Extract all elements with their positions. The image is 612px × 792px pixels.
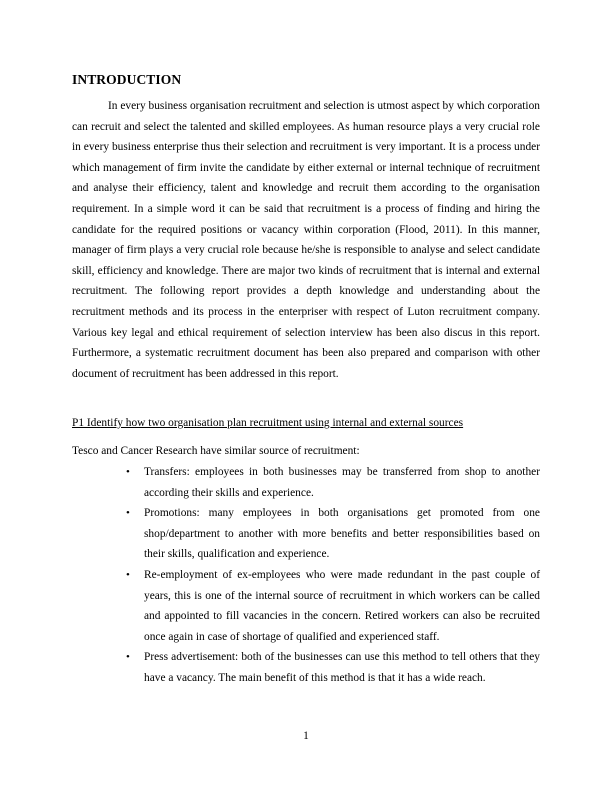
- bullet-list: [126, 462, 540, 689]
- lead-sentence: Tesco and Cancer Research have similar source of recruitment:: [72, 445, 360, 457]
- list-item: [126, 503, 540, 565]
- list-item: [126, 647, 540, 688]
- section-heading: INTRODUCTION: [72, 72, 182, 87]
- bullet-icon: •: [126, 507, 130, 520]
- list-item-text: Re-employment of ex-employees who were made redundant in the past couple of years, this is one of the internal source of recruitment in which workers can be called and appointed to fill vacancies in the concern. Retired workers can also be recruited once again in case of shortage of qualified and experienced staff.: [144, 568, 540, 643]
- intro-paragraph: In every business organisation recruitment and selection is utmost aspect by which corporation can recruit and select the talented and skilled employees. As human resource plays a very crucial role in every business enterprise thus their selection and recruitment is very important. It is a process under which management of firm invite the candidate by either external or internal technique of recruitment and analyse their efficiency, talent and knowledge and recruit them according to the organisation requirement. In a simple word it can be said that recruitment is a process of finding and hiring the candidate for the required positions or vacancy within corporation (Flood, 2011). In this manner, manager of firm plays a very crucial role because he/she is responsible to analyse and select candidate skill, efficiency and knowledge. There are major two kinds of recruitment that is internal and external recruitment. The following report provides a depth knowledge and understanding about the recruitment methods and its process in the enterpriser with respect of Luton recruitment company. Various key legal and ethical requirement of selection interview has been also discus in this report. Furthermore, a systematic recruitment document has been also prepared and comparison with other document of recruitment has been addressed in this report.: [72, 100, 540, 380]
- subsection-heading: P1 Identify how two organisation plan recruitment using internal and external sources: [72, 417, 464, 429]
- list-item: [126, 462, 540, 503]
- list-item-text: Press advertisement: both of the businesses can use this method to tell others that they have a vacancy. The main benefit of this method is that it has a wide reach.: [144, 651, 540, 684]
- list-item-text: Transfers: employees in both businesses may be transferred from shop to another according their skills and experience.: [144, 466, 540, 499]
- bullet-icon: •: [126, 651, 130, 664]
- page-number: 1: [303, 730, 309, 742]
- bullet-icon: •: [126, 466, 130, 478]
- bullet-icon: •: [126, 568, 130, 581]
- list-item-text: Promotions: many employees in both organisations get promoted from one shop/department to another with more benefits and better responsibilities based on their skills, qualification and experience.: [144, 507, 540, 561]
- list-item: [126, 565, 540, 647]
